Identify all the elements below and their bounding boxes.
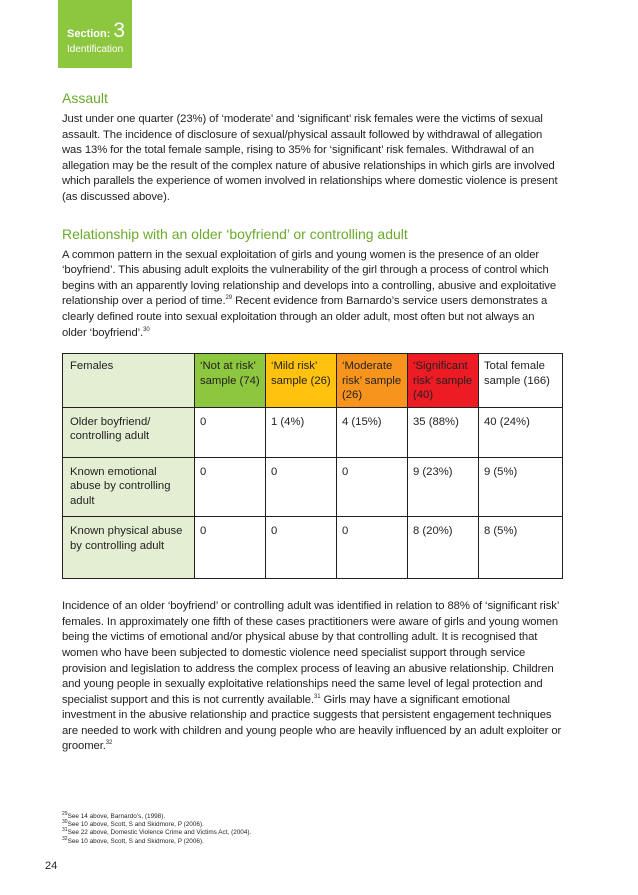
page-number: 24 (45, 860, 58, 872)
table-row (63, 517, 563, 579)
header-cell-not-at-risk: ‘Not at risk’ sample (74) (195, 354, 266, 408)
row-label: Known physical abuse by controlling adult (63, 517, 195, 579)
footnote-number: 30 (62, 819, 68, 826)
table-cell: 0 (337, 517, 408, 579)
footnote-number: 31 (62, 827, 68, 834)
relationship-heading: Relationship with an older ‘boyfriend’ or controlling adult (62, 225, 408, 242)
footnote-ref: 32 (105, 740, 113, 747)
incidence-paragraph (62, 599, 562, 755)
section-label-line (67, 19, 132, 42)
incidence-text-b: Girls may have a significant emotional investment in the abusive relationship and practice suggests that persistent engagement techniques are needed to work with children and young people who are heavily influenced by an adult exploiter or groomer. (62, 693, 562, 753)
footnote-ref: 31 (313, 693, 321, 700)
table-cell: 9 (5%) (479, 457, 563, 517)
footnote-ref: 30 (143, 326, 150, 333)
footnote (62, 829, 251, 837)
table-header-row (63, 354, 563, 408)
table-cell: 0 (337, 457, 408, 517)
table-cell: 40 (24%) (479, 407, 563, 457)
footnote (62, 835, 251, 846)
incidence-text-a: Incidence of an older ‘boyfriend’ or controlling adult was identified in relation to 88% of ‘significant risk’ females. In approximately one fifth of these cases practitioners were aware of girls and young women being the victims of emotional and/or physical abuse by that controlling adult. It is recognised that women who have been subjected to domestic violence need specialist support through service provision and legislation to address the complex process of leaving an abusive relationship. Children and young people in sexually exploitative relationships need the same level of legal protection and specialist support and this is not currently available. (62, 600, 559, 706)
table-cell: 0 (266, 517, 337, 579)
header-cell-mild-risk: ‘Mild risk’ sample (26) (266, 354, 337, 408)
header-cell-total: Total female sample (166) (479, 354, 563, 408)
relationship-text-a: A common pattern in the sexual exploitation of girls and young women is the presence of an older ‘boyfriend’. This abusing adult exploits the vulnerability of the girl through a process of control which begins with an apparently loving relationship and develops into a controlling, abusive and exploitative relationship over a period of time. (62, 248, 556, 308)
section-number: 3 (113, 19, 126, 42)
assault-paragraph: Just under one quarter (23%) of ‘moderate’ and ‘significant’ risk females were the victims of sexual assault. The incidence of disclosure of sexual/physical assault followed by withdrawal of allegation was 13% for the total female sample, rising to 35% for ‘significant’ risk females. Withdrawal of an allegation may be the result of the complex nature of abusive relationships in which girls are involved which parallels the experience of women involved in relationships where domestic violence is present (as discussed above). (62, 113, 558, 203)
table-cell: 8 (5%) (479, 517, 563, 579)
females-table (62, 353, 563, 579)
footnote (62, 810, 251, 821)
header-cell-significant-risk: ‘Significant risk’ sample (40) (408, 354, 479, 408)
row-label: Known emotional abuse by controlling adult (63, 457, 195, 517)
table-cell: 8 (20%) (408, 517, 479, 579)
footnote-number: 32 (62, 835, 68, 842)
assault-heading: Assault (62, 90, 108, 106)
table-row (63, 407, 563, 457)
table-cell: 9 (23%) (408, 457, 479, 517)
row-label: Older boyfriend/ controlling adult (63, 407, 195, 457)
table-cell: 0 (195, 407, 266, 457)
relationship-text-b: Recent evidence from Barnardo’s service users demonstrates a clearly defined route into sexual exploitation through an older adult, most often but not always an older ‘boyfriend’. (62, 295, 548, 339)
footnotes (62, 810, 252, 846)
relationship-paragraph (62, 248, 562, 342)
table-cell: 0 (266, 457, 337, 517)
footnote-ref: 29 (225, 295, 233, 302)
section-title: Identification (67, 44, 124, 55)
footnote-number: 29 (62, 810, 68, 817)
table-cell: 1 (4%) (266, 407, 337, 457)
table-cell: 0 (195, 517, 266, 579)
footnote-text: See 10 above, Scott, S and Skidmore, P (2006). (67, 837, 204, 845)
table-cell: 35 (88%) (408, 407, 479, 457)
section-tab (58, 0, 132, 68)
section-label: Section: (67, 28, 111, 40)
header-cell-moderate-risk: ‘Moderate risk’ sample (26) (337, 354, 408, 408)
footnote-text: See 14 above, Barnardo’s, (1998). (67, 813, 166, 820)
table-cell: 4 (15%) (337, 407, 408, 457)
table-cell: 0 (195, 457, 266, 517)
table-row (63, 457, 563, 517)
footnote-text: See 10 above, Scott, S and Skidmore, P (2006). (67, 821, 204, 829)
footnote-text: See 22 above, Domestic Violence Crime and Victims Act, (2004). (67, 829, 252, 837)
header-cell-females: Females (63, 354, 195, 408)
main-content (62, 88, 562, 755)
